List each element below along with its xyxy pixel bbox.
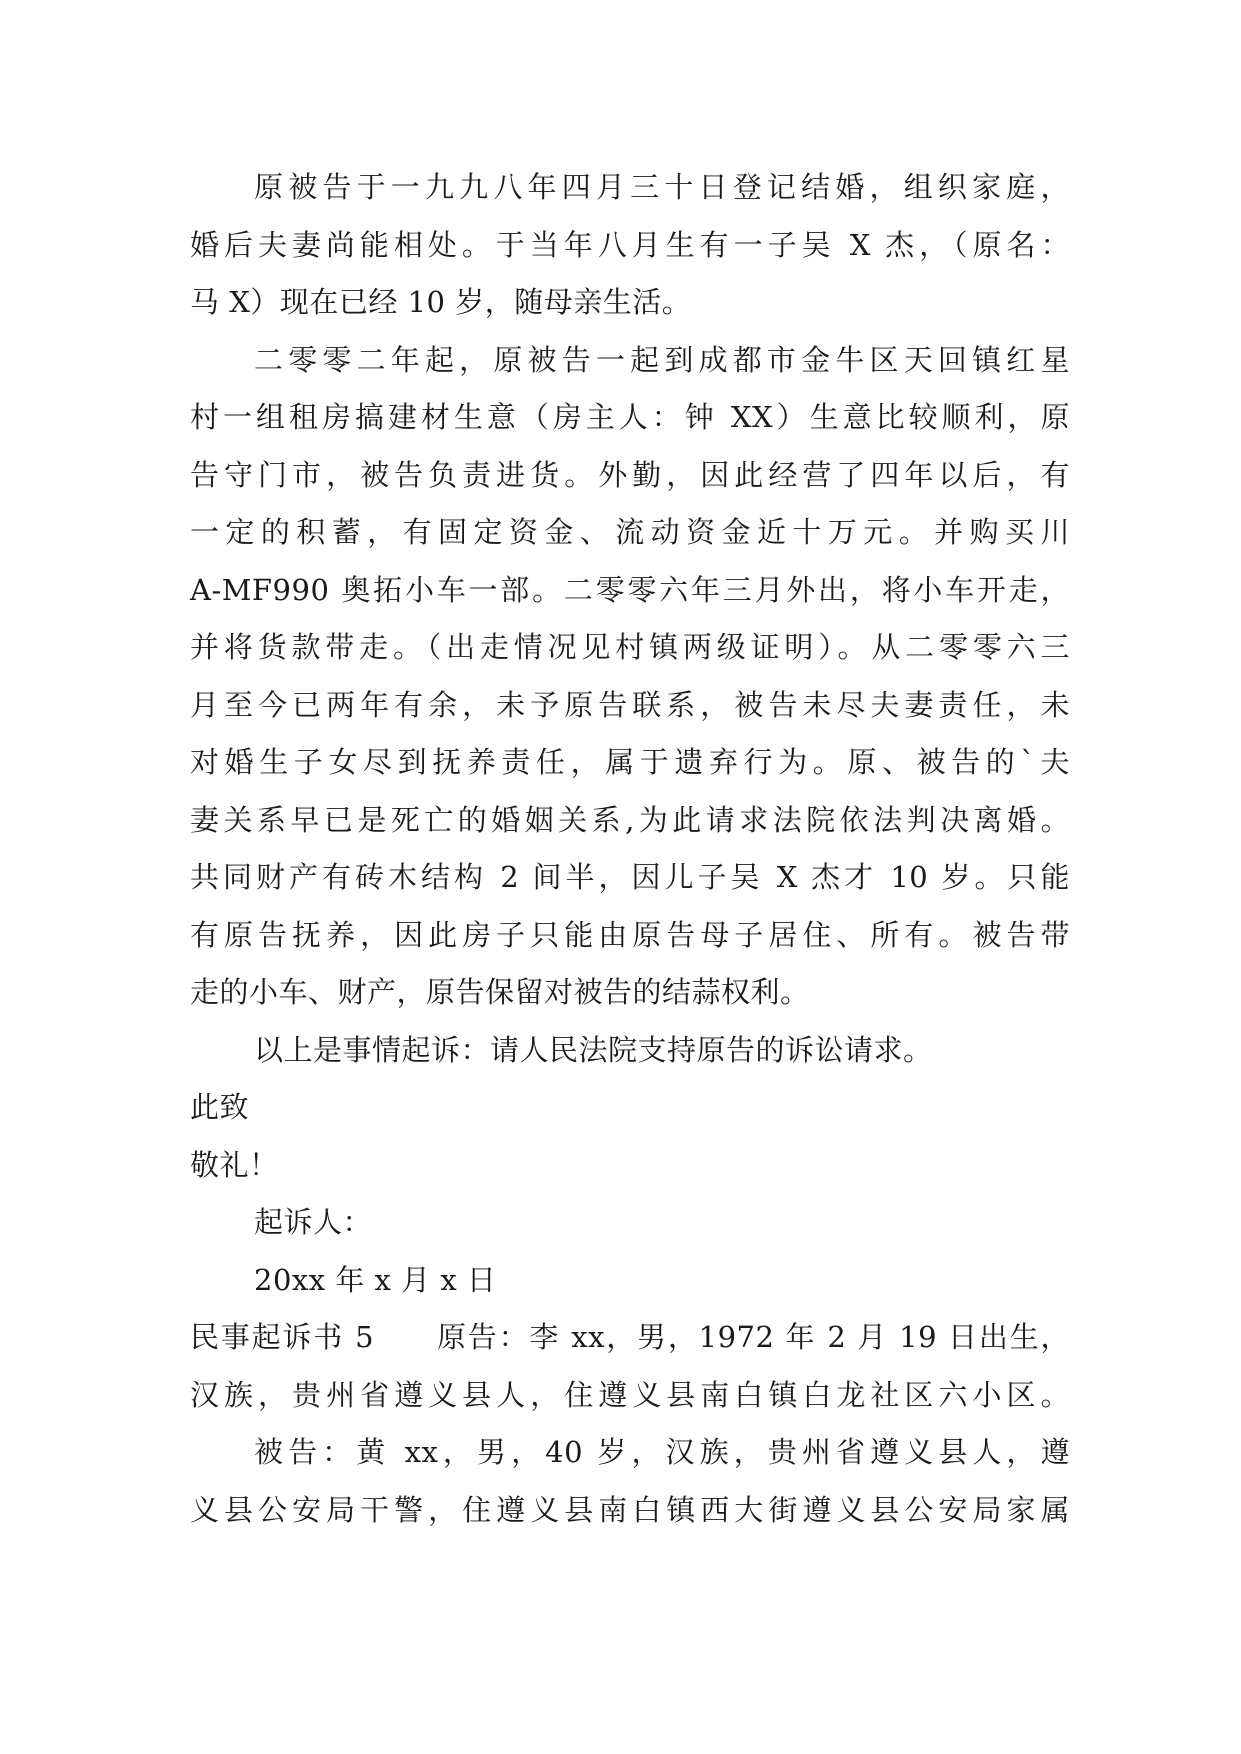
text-line: 走的小车、财产，原告保留对被告的结蒜权利。	[190, 975, 810, 1009]
text-line: 以上是事情起诉：请人民法院支持原告的诉讼请求。	[254, 1032, 933, 1067]
text-line: 对婚生子女尽到抚养责任，属于遗弃行为。原、被告的`夫	[190, 745, 1070, 779]
text-line: 汉族，贵州省遵义县人，住遵义县南白镇白龙社区六小区。	[190, 1377, 1070, 1412]
text-line: 马 X）现在已经 10 岁，随母亲生活。	[190, 285, 692, 319]
text-line: 共同财产有砖木结构 2 间半，因儿子吴 X 杰才 10 岁。只能	[190, 860, 1070, 894]
text-line: 并将货款带走。（出走情况见村镇两级证明）。从二零零六三	[190, 630, 1070, 664]
text-line: 村一组租房搞建材生意（房主人：钟 XX）生意比较顺利，原	[190, 400, 1070, 434]
text-line: 月至今已两年有余，未予原告联系，被告未尽夫妻责任，未	[190, 687, 1070, 722]
text-line: 婚后夫妻尚能相处。于当年八月生有一子吴 X 杰，（原名：	[190, 227, 1070, 262]
text-line: 有原告抚养，因此房子只能由原告母子居住、所有。被告带	[190, 917, 1070, 952]
text-line: 敬礼！	[190, 1147, 279, 1182]
text-line: 二零零二年起，原被告一起到成都市金牛区天回镇红星	[254, 342, 1070, 377]
text-line: 妻关系早已是死亡的婚姻关系,为此请求法院依法判决离婚。	[190, 802, 1070, 837]
text-line: 一定的积蓄，有固定资金、流动资金近十万元。并购买川	[190, 515, 1070, 549]
text-line: A-MF990 奥拓小车一部。二零零六年三月外出，将小车开走，	[190, 572, 1070, 607]
text-line: 此致	[190, 1090, 250, 1124]
text-line: 义县公安局干警，住遵义县南白镇西大街遵义县公安局家属	[190, 1492, 1070, 1527]
text-line: 被告：黄 xx，男，40 岁，汉族，贵州省遵义县人，遵	[254, 1435, 1070, 1469]
text-line: 原被告于一九九八年四月三十日登记结婚，组织家庭，	[254, 170, 1070, 204]
document-body	[190, 159, 1070, 1539]
text-line: 起诉人：	[254, 1205, 373, 1239]
text-line: 民事起诉书 5 原告：李 xx，男，1972 年 2 月 19 日出生，	[190, 1320, 1070, 1354]
text-line: 20xx 年 x 月 x 日	[254, 1262, 497, 1297]
text-line: 告守门市，被告负责进货。外勤，因此经营了四年以后，有	[190, 457, 1070, 492]
